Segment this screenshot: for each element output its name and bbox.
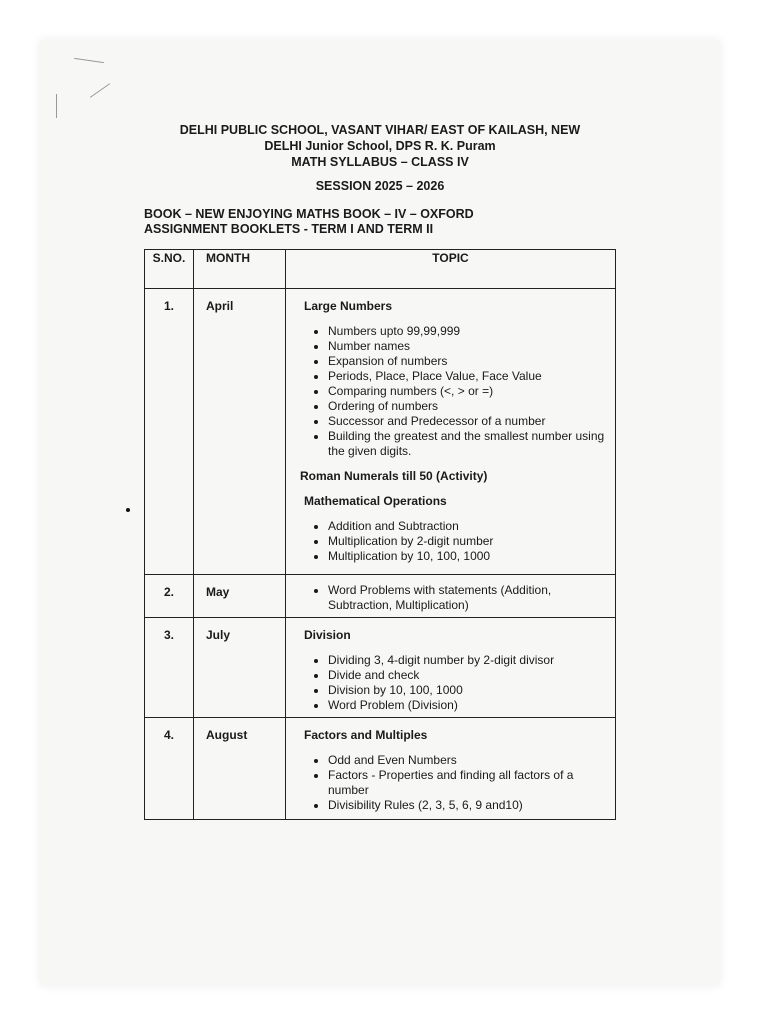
- row-month: August: [194, 718, 286, 820]
- list-item: • Successor and Predecessor of a number: [328, 414, 607, 429]
- list-item: • Multiplication by 10, 100, 1000: [328, 549, 607, 564]
- list-item: • Divide and check: [328, 668, 607, 683]
- list-item: • Multiplication by 2-digit number: [328, 534, 607, 549]
- school-name-line1: DELHI PUBLIC SCHOOL, VASANT VIHAR/ EAST OF KAILASH, NEW: [179, 123, 581, 137]
- header-topic: TOPIC: [286, 250, 616, 289]
- section-title: Large Numbers: [304, 299, 393, 313]
- school-name-line2: DELHI Junior School, DPS R. K. Puram: [264, 139, 496, 153]
- section-title: Factors and Multiples: [304, 728, 428, 742]
- syllabus-title: MATH SYLLABUS – CLASS IV: [291, 155, 469, 169]
- list-item: • Ordering of numbers: [328, 399, 607, 414]
- assignment-booklets: ASSIGNMENT BOOKLETS - TERM I AND TERM II: [144, 222, 434, 236]
- header-sno: S.NO.: [145, 250, 194, 289]
- book-title: BOOK – NEW ENJOYING MATHS BOOK – IV – OXFORD: [144, 207, 474, 221]
- row-topic: [286, 575, 616, 618]
- topic-list: [302, 324, 607, 459]
- list-item: • Addition and Subtraction: [328, 519, 607, 534]
- section-title: Division: [304, 628, 351, 642]
- section-title: Roman Numerals till 50 (Activity): [300, 469, 488, 483]
- topic-list: [302, 753, 607, 813]
- row-sno: 1.: [145, 289, 194, 575]
- syllabus-table: [144, 249, 616, 820]
- pen-mark: [56, 94, 57, 118]
- list-item: • Periods, Place, Place Value, Face Value: [328, 369, 607, 384]
- row-month: May: [194, 575, 286, 618]
- list-item: • Factors - Properties and finding all factors of a number: [328, 768, 607, 798]
- row-sno: 3.: [145, 618, 194, 718]
- row-sno: 4.: [145, 718, 194, 820]
- list-item: • Word Problems with statements (Addition, Subtraction, Multiplication): [328, 583, 607, 613]
- list-item: • Expansion of numbers: [328, 354, 607, 369]
- school-header: [130, 122, 630, 194]
- table-row: [145, 618, 616, 718]
- row-topic: [286, 289, 616, 575]
- list-item: • Division by 10, 100, 1000: [328, 683, 607, 698]
- topic-list: [302, 519, 607, 564]
- list-item: • Comparing numbers (<, > or =): [328, 384, 607, 399]
- topic-list: [302, 583, 607, 613]
- list-item: • Number names: [328, 339, 607, 354]
- list-item: • Odd and Even Numbers: [328, 753, 607, 768]
- table-row: [145, 289, 616, 575]
- header-month: MONTH: [194, 250, 286, 289]
- list-item: • Building the greatest and the smallest number using the given digits.: [328, 429, 607, 459]
- session-label: SESSION 2025 – 2026: [315, 179, 445, 193]
- dot-mark: [126, 508, 130, 512]
- table-row: [145, 718, 616, 820]
- list-item: • Word Problem (Division): [328, 698, 607, 713]
- table-header-row: [145, 250, 616, 289]
- table-row: [145, 575, 616, 618]
- row-topic: [286, 718, 616, 820]
- list-item: • Divisibility Rules (2, 3, 5, 6, 9 and10): [328, 798, 607, 813]
- row-month: April: [194, 289, 286, 575]
- book-info: [144, 207, 604, 237]
- row-topic: [286, 618, 616, 718]
- section-title: Mathematical Operations: [304, 494, 447, 508]
- topic-list: [302, 653, 607, 713]
- row-sno: 2.: [145, 575, 194, 618]
- row-month: July: [194, 618, 286, 718]
- list-item: • Numbers upto 99,99,999: [328, 324, 607, 339]
- list-item: • Dividing 3, 4-digit number by 2-digit divisor: [328, 653, 607, 668]
